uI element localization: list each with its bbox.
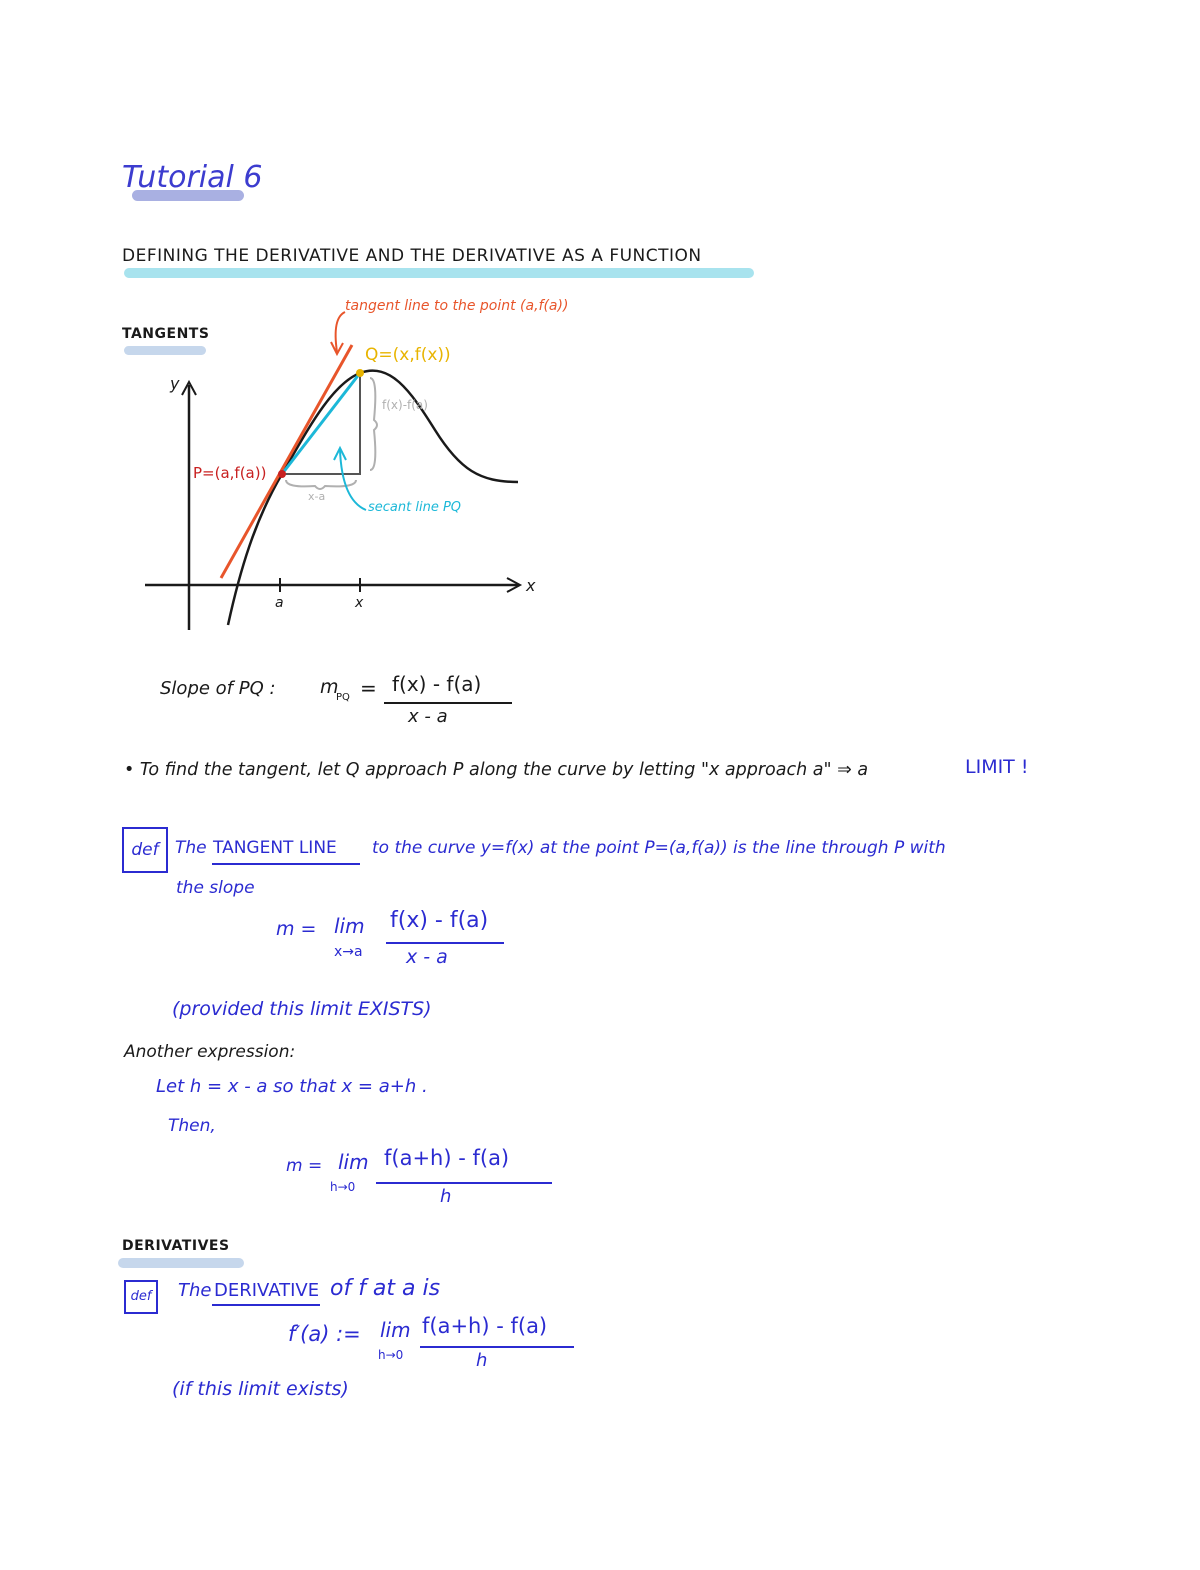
def1-lim-sub: x→a: [334, 944, 363, 960]
def1-term: TANGENT LINE: [213, 838, 337, 858]
def1-provided: (provided this limit EXISTS): [172, 998, 432, 1020]
def1-line2: the slope: [176, 878, 255, 898]
run-label: x-a: [308, 490, 326, 503]
derivatives-label: DERIVATIVES: [122, 1238, 230, 1254]
def1-rest: to the curve y=f(x) at the point P=(a,f(a)) is the line through P with: [372, 838, 946, 858]
bullet-text: • To find the tangent, let Q approach P along the curve by letting "x approach a" ⇒ a: [124, 760, 869, 780]
def2-term-underline: [212, 1304, 320, 1306]
point-p: [278, 470, 286, 478]
slope-numerator: f(x) - f(a): [392, 672, 482, 696]
rise-brace: [370, 378, 377, 470]
slope-fraction-bar: [384, 702, 512, 704]
another-label: Another expression:: [124, 1042, 296, 1062]
another-denominator: h: [440, 1186, 452, 1207]
tangent-line: [221, 345, 352, 578]
slope-denominator: x - a: [408, 706, 448, 727]
page-title: Tutorial 6: [122, 160, 263, 195]
rise-label: f(x)-f(a): [382, 398, 428, 412]
slope-m-sub: PQ: [336, 692, 350, 703]
y-axis-label: y: [170, 374, 180, 393]
q-label: Q=(x,f(x)): [365, 345, 451, 365]
secant-line: [282, 373, 360, 474]
def1-term-underline: [212, 863, 360, 865]
def2-numerator: f(a+h) - f(a): [422, 1314, 548, 1338]
def2-exists: (if this limit exists): [172, 1378, 349, 1400]
tangent-note: tangent line to the point (a,f(a)): [345, 298, 569, 314]
def2-lhs: f′(a) :=: [288, 1322, 361, 1346]
def2-denominator: h: [476, 1350, 488, 1371]
p-label: P=(a,f(a)): [193, 464, 267, 482]
slope-lead: Slope of PQ :: [160, 678, 276, 699]
def1-m: m =: [276, 918, 317, 940]
def2-term: DERIVATIVE: [214, 1280, 320, 1301]
point-q: [356, 369, 364, 377]
slope-equals: =: [360, 676, 377, 700]
def2-lim: lim: [380, 1318, 411, 1342]
slope-m: m: [320, 676, 339, 698]
def2-pre: The: [178, 1280, 212, 1301]
def2-fraction-bar: [420, 1346, 574, 1348]
derivatives-highlight: [118, 1258, 244, 1268]
secant-note: secant line PQ: [368, 500, 462, 515]
another-fraction-bar: [376, 1182, 552, 1184]
def-box-1: def: [122, 827, 168, 873]
def-box-2: def: [124, 1280, 158, 1314]
def1-fraction-bar: [386, 942, 504, 944]
def1-pre: The: [175, 838, 207, 858]
tick-a-label: a: [275, 595, 284, 611]
another-m: m =: [286, 1156, 323, 1176]
another-lim: lim: [338, 1150, 369, 1174]
secant-note-arrow: [340, 450, 366, 510]
def1-numerator: f(x) - f(a): [390, 908, 489, 933]
another-let: Let h = x - a so that x = a+h .: [156, 1076, 428, 1097]
tangent-diagram: [0, 0, 1200, 660]
section-heading: DEFINING THE DERIVATIVE AND THE DERIVATIVE AS A FUNCTION: [122, 246, 702, 266]
another-lim-sub: h→0: [330, 1180, 356, 1194]
def2-rest: of f at a is: [330, 1276, 441, 1301]
function-curve: [228, 371, 518, 625]
tangents-label: TANGENTS: [122, 326, 210, 342]
def1-denominator: x - a: [406, 946, 448, 968]
another-numerator: f(a+h) - f(a): [384, 1146, 510, 1170]
def1-lim: lim: [334, 914, 365, 938]
another-then: Then,: [168, 1116, 216, 1136]
bullet-limit: LIMIT !: [965, 756, 1029, 778]
tick-x-label: x: [355, 595, 364, 611]
x-axis-label: x: [526, 576, 536, 595]
def2-lim-sub: h→0: [378, 1348, 404, 1362]
